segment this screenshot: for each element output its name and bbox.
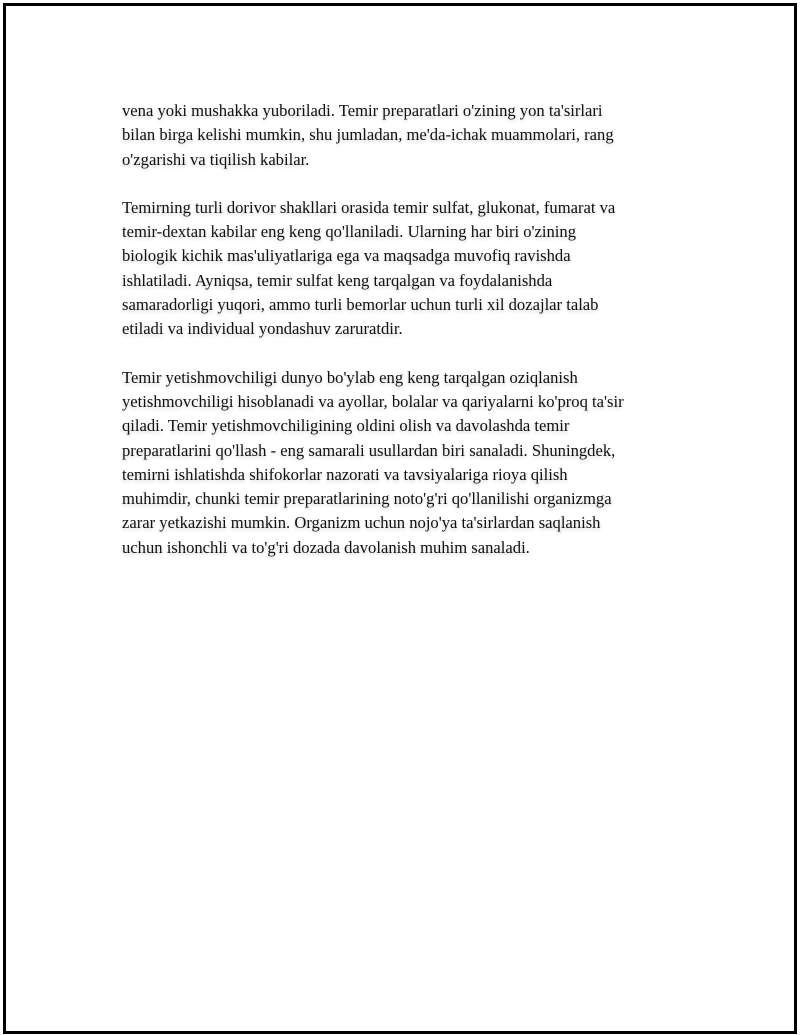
text-line: o'zgarishi va tiqilish kabilar. xyxy=(122,149,310,169)
text-line: biologik kichik mas'uliyatlariga ega va maqsadga muvofiq ravishda xyxy=(122,246,571,266)
text-line: Temir yetishmovchiligi dunyo bo'ylab eng keng tarqalgan oziqlanish xyxy=(122,367,578,387)
text-line: ishlatiladi. Ayniqsa, temir sulfat keng tarqalgan va foydalanishda xyxy=(122,270,553,290)
paragraph-2 xyxy=(122,196,692,342)
text-line: muhimdir, chunki temir preparatlarining noto'g'ri qo'llanilishi organizmga xyxy=(122,489,612,509)
paragraph-1 xyxy=(122,99,692,172)
page-frame xyxy=(3,3,797,1034)
text-line: samaradorligi yuqori, ammo turli bemorlar uchun turli xil dozajlar talab xyxy=(122,295,599,315)
text-line: temir-dextan kabilar eng keng qo'llaniladi. Ularning har biri o'zining xyxy=(122,222,577,242)
text-line: etiladi va individual yondashuv zaruratdir. xyxy=(122,319,403,339)
document-body xyxy=(122,99,692,584)
text-line: uchun ishonchli va to'g'ri dozada davolanish muhim sanaladi. xyxy=(122,537,530,557)
paragraph-3 xyxy=(122,366,692,560)
text-line: Temirning turli dorivor shakllari orasida temir sulfat, glukonat, fumarat va xyxy=(122,197,616,217)
text-line: temirni ishlatishda shifokorlar nazorati va tavsiyalariga rioya qilish xyxy=(122,464,568,484)
text-line: yetishmovchiligi hisoblanadi va ayollar, bolalar va qariyalarni ko'proq ta'sir xyxy=(122,391,624,411)
text-line: preparatlarini qo'llash - eng samarali usullardan biri sanaladi. Shuningdek, xyxy=(122,440,616,460)
text-line: qiladi. Temir yetishmovchiligining oldini olish va davolashda temir xyxy=(122,416,570,436)
text-line: zarar yetkazishi mumkin. Organizm uchun nojo'ya ta'sirlardan saqlanish xyxy=(122,513,601,533)
text-line: bilan birga kelishi mumkin, shu jumladan, me'da-ichak muammolari, rang xyxy=(122,125,614,145)
text-line: vena yoki mushakka yuboriladi. Temir preparatlari o'zining yon ta'sirlari xyxy=(122,101,603,120)
